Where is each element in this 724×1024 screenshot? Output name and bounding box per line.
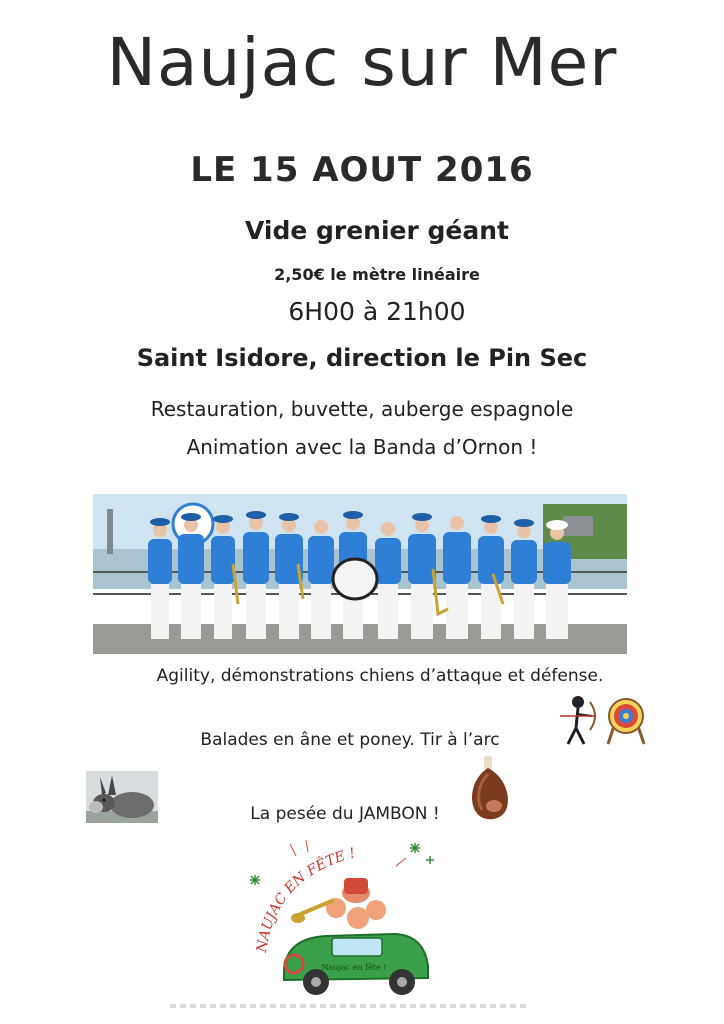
opening-hours: 6H00 à 21h00 [288,297,466,326]
donkey-photo [86,771,158,823]
services-line: Restauration, buvette, auberge espagnole [150,397,574,421]
rides-line: Balades en âne et poney. Tir à l’arc [200,730,500,750]
poster-title: Naujac sur Mer [106,24,618,101]
event-date: LE 15 AOUT 2016 [190,150,534,190]
target-icon [604,696,648,746]
dogs-line: Agility, démonstrations chiens d’attaque et défense. [156,666,604,686]
logo-text: NAUJAC EN FÊTE ! [254,845,357,954]
naujac-en-fete-logo [236,838,440,1008]
footer-scan-line [170,1004,530,1008]
band-photo [93,494,627,654]
event-location: Saint Isidore, direction le Pin Sec [136,344,588,372]
price-info: 2,50€ le mètre linéaire [274,265,480,284]
ham-line: La pesée du JAMBON ! [250,804,440,824]
event-name: Vide grenier géant [244,216,510,245]
music-line: Animation avec la Banda d’Ornon ! [186,435,538,459]
car-text: Naujac en fête ! [321,963,387,972]
